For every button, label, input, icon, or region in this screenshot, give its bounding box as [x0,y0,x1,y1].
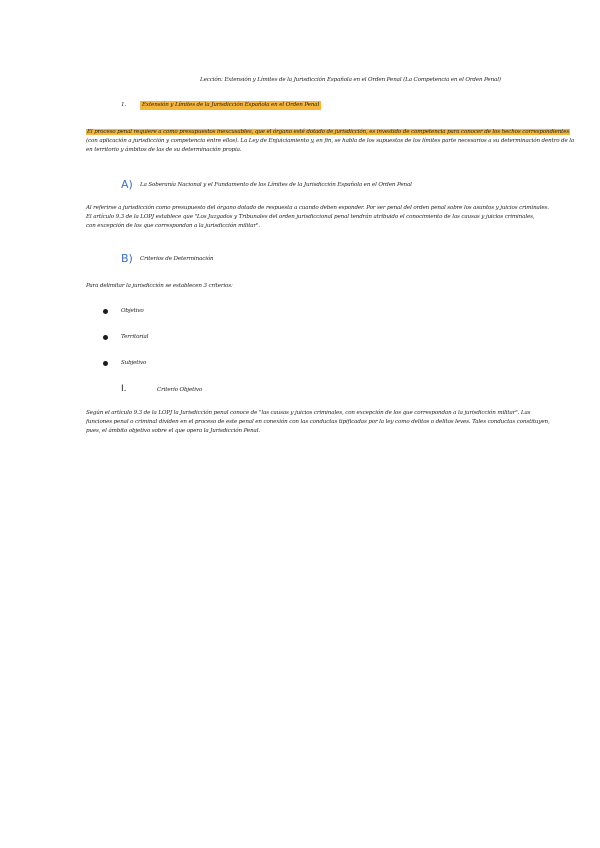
paragraph-line: funciones penal o criminal dividen en el proceso de este penal en conexión con las conductas tipificadas por la ley como delitos o delitos leves. Tales conductas constituyen, [86,419,550,425]
paragraph-line: con excepción de los que correspondan a la jurisdicción militar". [86,223,261,229]
subsection-a-title: La Soberanía Nacional y el Fundamento de los Límites de la Jurisdicción Española en el Orden Penal [140,182,412,188]
bullet-item-subjetivo: Subjetivo [121,360,147,366]
subsection-b-title: Criterios de Determinación [140,256,214,262]
bullet-item-territorial: Territorial [121,334,149,340]
paragraph-objective-criterion [86,409,550,436]
bullet-item-objetivo: Objetivo [121,308,144,314]
bullet-icon [103,361,108,366]
document-title: Lección: Extensión y Límites de la Jurisdicción Española en el Orden Penal (La Competencia en el Orden Penal) [200,77,501,83]
subsection-a-letter: A) [121,178,133,191]
paragraph-line: en territorio y ámbitos de las de su determinación propia. [86,147,242,153]
bullet-icon [103,309,108,314]
subsection-b-letter: B) [121,252,133,265]
paragraph-line: El artículo 9.3 de la LOPJ establece que "Los Juzgados y Tribunales del orden jurisdiccional penal tendrán atribuido el conocimiento de las causas y juicios criminales, [86,214,535,220]
paragraph-jurisdiction [86,204,549,231]
section-number: 1. [121,102,127,108]
criterion-title: Criterio Objetivo [157,387,203,393]
paragraph-line: pues, el ámbito objetivo sobre el que opera la Jurisdicción Penal. [86,428,260,434]
paragraph-line: (con aplicación a jurisdicción y competencia entre ellos). La Ley de Enjuiciamiento y, en fin, se habla de los supuestos de los límites parte necesarios a su determinación dentro de la [86,138,575,144]
bullet-icon [103,335,108,340]
highlighted-text: El proceso penal requiere a como presupuestos inexcusables, que el órgano esté dotado de jurisdicción, es investido de competencia para conocer de los hechos correspondientes [87,129,570,135]
roman-numeral: I. [121,384,127,394]
criteria-intro: Para delimitar la jurisdicción se establecen 3 criterios: [86,283,233,289]
paragraph-line: Según el artículo 9.3 de la LOPJ la Jurisdicción penal conoce de "las causas y juicios criminales, con excepción de los que correspondan a la jurisdicción militar". Las [86,410,531,416]
section-title: Extensión y Límites de la Jurisdicción Española en el Orden Penal [142,102,320,108]
paragraph-line: Al referirse a jurisdicción como presupuesto del órgano dotado de respuesta a cuando deben esponder. Por ser penal del orden penal sobre los asuntos y juicios criminales. [86,205,549,211]
paragraph-intro [86,128,575,155]
